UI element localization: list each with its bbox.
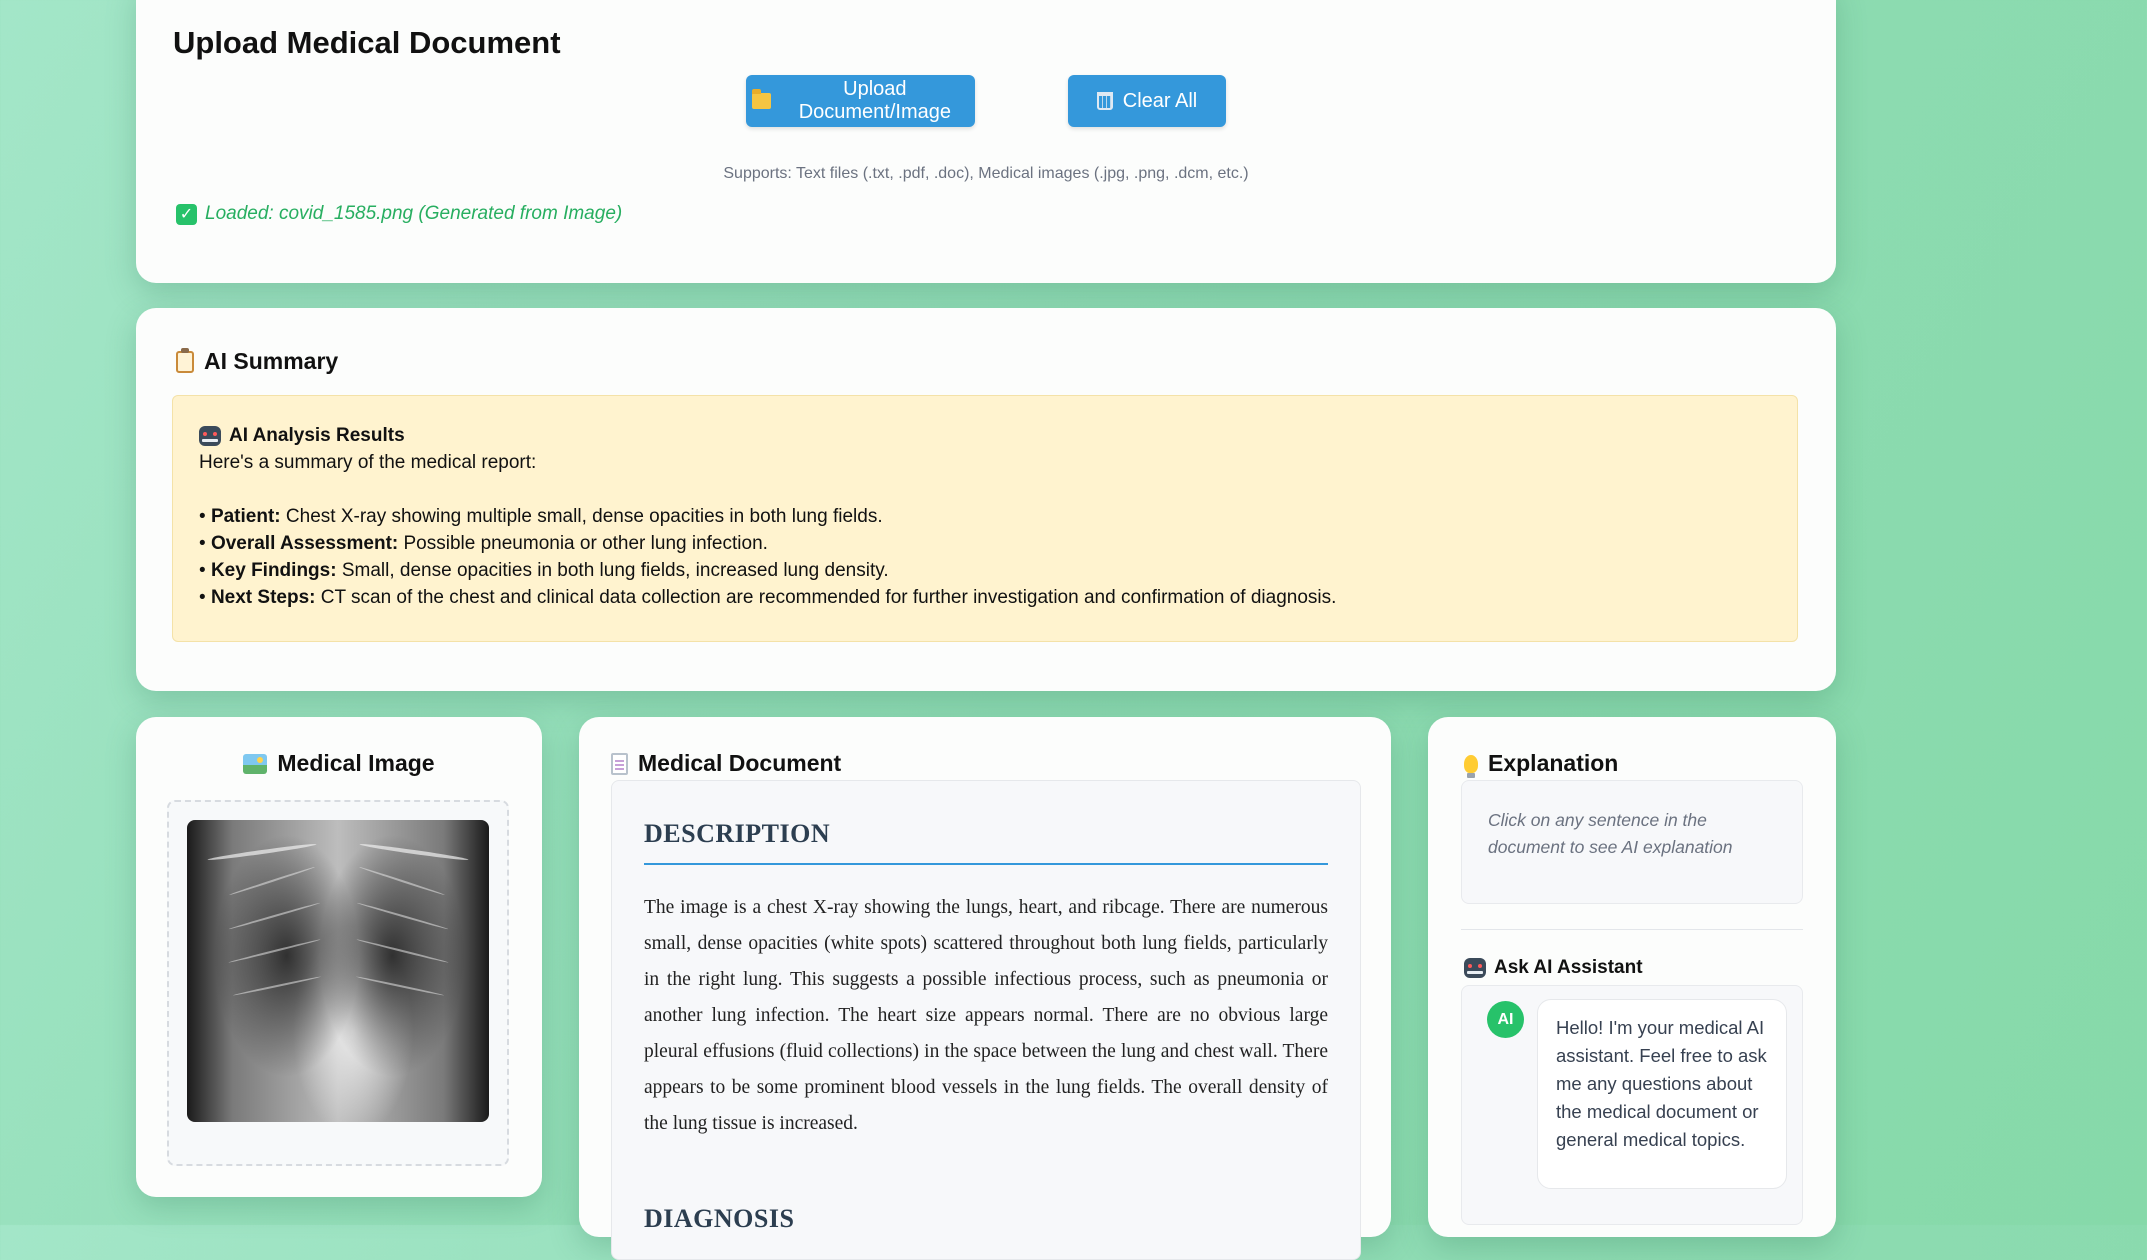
folder-icon [752, 93, 771, 109]
document-icon [611, 753, 628, 775]
lightbulb-icon [1464, 755, 1478, 773]
explanation-card [1428, 717, 1836, 1237]
explanation-title: Explanation [1488, 750, 1619, 776]
medical-image-heading [136, 750, 542, 777]
upload-document-button[interactable] [746, 75, 975, 127]
clear-all-button[interactable] [1068, 75, 1226, 127]
upload-card [136, 0, 1836, 283]
chat-box[interactable] [1461, 985, 1803, 1225]
medical-document-title: Medical Document [638, 750, 842, 776]
document-viewer[interactable] [611, 780, 1361, 1260]
medical-document-card [579, 717, 1391, 1237]
image-dropzone[interactable] [167, 800, 509, 1166]
explanation-heading [1464, 750, 1618, 777]
upload-button-label: Upload Document/Image [798, 78, 951, 123]
medical-document-heading [611, 750, 841, 777]
ai-analysis-title-text: AI Analysis Results [229, 425, 405, 446]
loaded-file-text: Loaded: covid_1585.png (Generated from Image) [205, 203, 623, 224]
trash-icon [1097, 92, 1113, 110]
ai-summary-title: AI Summary [204, 348, 339, 374]
supported-formats-text: Supports: Text files (.txt, .pdf, .doc), Medical images (.jpg, .png, .dcm, etc.) [723, 165, 1249, 182]
ai-greeting-message: Hello! I'm your medical AI assistant. Feel free to ask me any questions about the medical document or general medical topics. [1537, 999, 1787, 1189]
ai-analysis-title [199, 422, 1771, 449]
description-section-title: DESCRIPTION [644, 819, 1328, 865]
check-icon: ✓ [176, 204, 197, 225]
summary-bullet-assessment: • Overall Assessment: Possible pneumonia or other lung infection. [199, 533, 768, 554]
ask-ai-assistant-title: Ask AI Assistant [1494, 957, 1643, 978]
description-text[interactable]: The image is a chest X-ray showing the lungs, heart, and ribcage. There are numerous small, dense opacities (white spots) scattered throughout both lung fields, particularly in the right lung. This suggests a possible infectious process, such as pneumonia or another lung infection. The heart size appears normal. There are no obvious large pleural effusions (fluid collections) in the space between the lung and chest wall. There appears to be some prominent blood vessels in the lung fields. The overall density of the lung tissue is increased. [644, 897, 1328, 1134]
ai-avatar: AI [1487, 1001, 1524, 1038]
summary-intro: Here's a summary of the medical report: [199, 452, 537, 473]
clipboard-icon [176, 351, 194, 373]
chest-xray-image[interactable] [187, 820, 489, 1122]
picture-icon [243, 754, 267, 774]
ai-summary-heading [176, 348, 338, 375]
medical-image-title: Medical Image [277, 750, 435, 776]
diagnosis-section-title: DIAGNOSIS [644, 1204, 795, 1233]
robot-icon [1464, 958, 1486, 978]
upload-title: Upload Medical Document [173, 25, 561, 60]
summary-bullet-findings: • Key Findings: Small, dense opacities in both lung fields, increased lung density. [199, 560, 889, 581]
summary-bullet-patient: • Patient: Chest X-ray showing multiple small, dense opacities in both lung fields. [199, 506, 883, 527]
ai-analysis-box [172, 395, 1798, 642]
loaded-file-status [176, 203, 622, 225]
medical-image-card [136, 717, 542, 1197]
explanation-placeholder: Click on any sentence in the document to see AI explanation [1461, 780, 1803, 904]
ask-ai-assistant-heading [1464, 957, 1643, 979]
summary-bullet-next-steps: • Next Steps: CT scan of the chest and clinical data collection are recommended for further investigation and confirmation of diagnosis. [199, 587, 1337, 608]
robot-icon [199, 426, 221, 446]
ai-summary-card [136, 308, 1836, 691]
clear-button-label: Clear All [1122, 89, 1198, 112]
divider [1461, 929, 1803, 930]
